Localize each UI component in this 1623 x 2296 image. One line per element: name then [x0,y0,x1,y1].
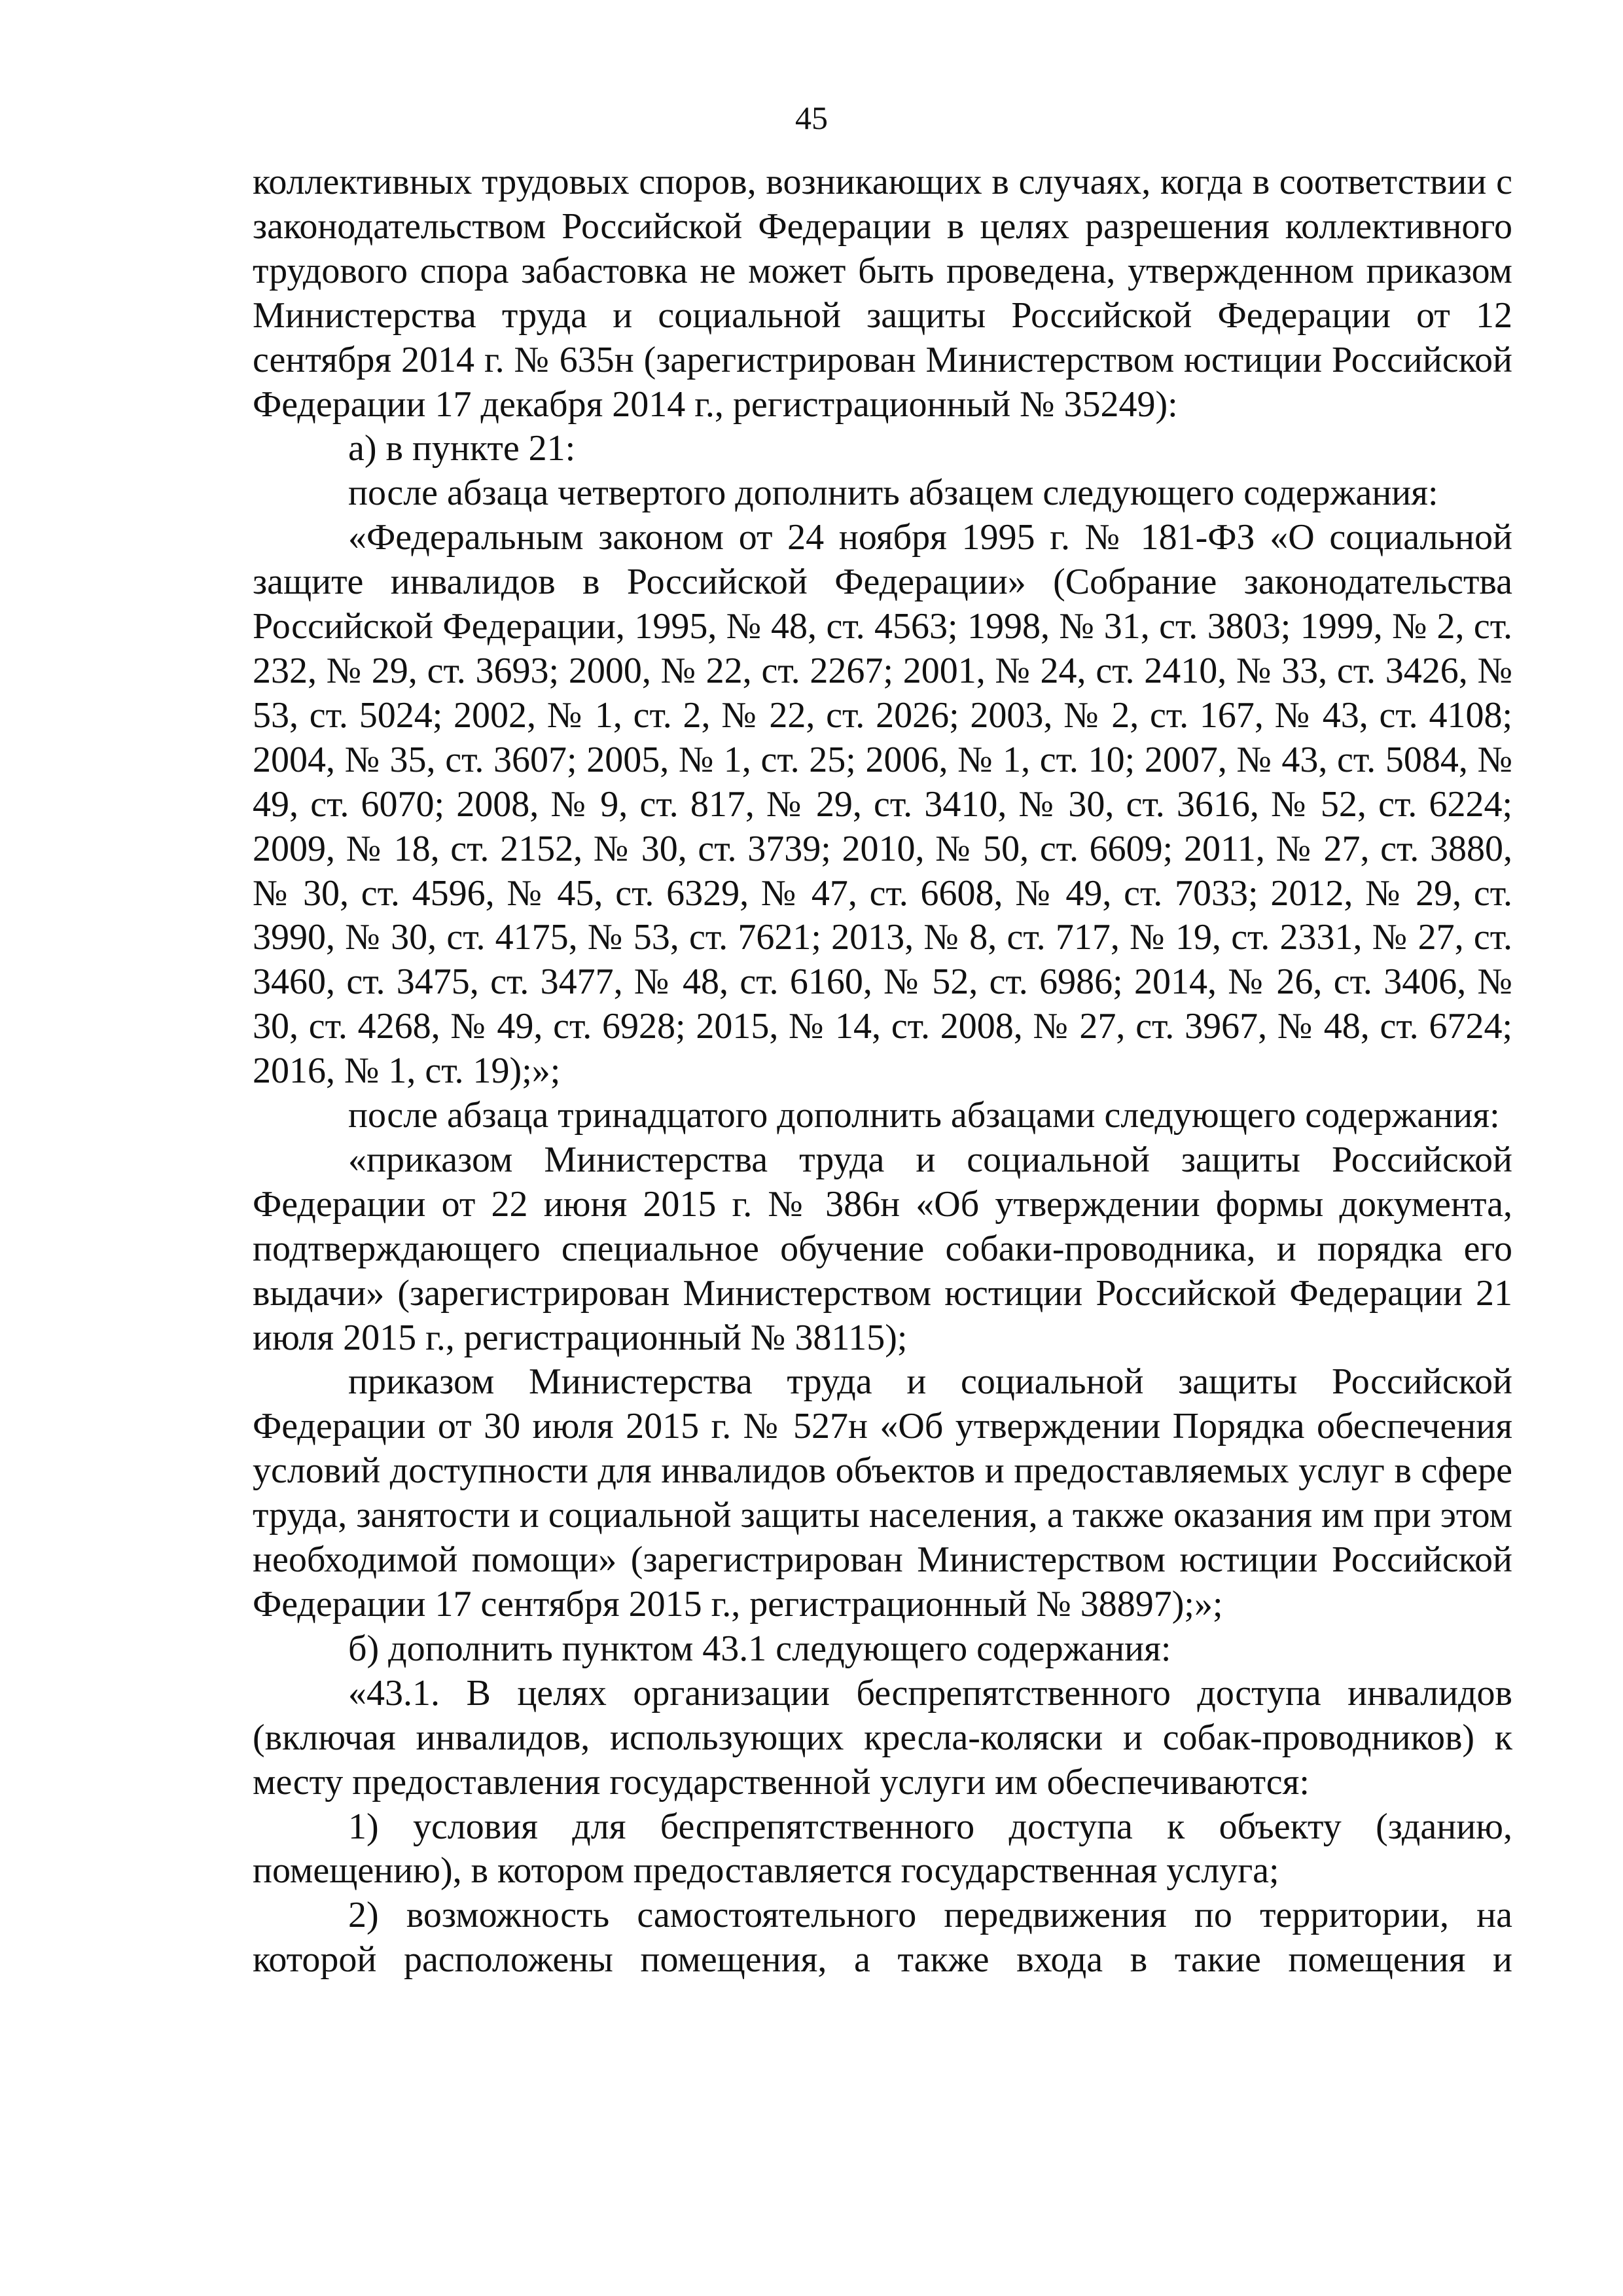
document-body [253,160,1512,1982]
paragraph-order-527n: приказом Министерства труда и социальной защиты Российской Федерации от 30 июля 2015 г. № 527н «Об утверждении Порядка обеспечения условий доступности для инвалидов объектов и предоставляемых услуг в сфере труда, занятости и социальной защиты населения, а также оказания им при этом необходимой помощи» (зарегистрирован Министерством юстиции Российской Федерации 17 сентября 2015 г., регистрационный № 38897);»; [253,1361,1512,1624]
paragraph-instruction: после абзаца четвертого дополнить абзацем следующего содержания: [348,473,1438,514]
paragraph-continuation: коллективных трудовых споров, возникающих в случаях, когда в соответствии с законодательством Российской Федерации в целях разрешения коллективного трудового спора забастовка не может быть проведена, утвержденном приказом Министерства труда и социальной защиты Российской Федерации от 12 сентября 2014 г. № 635н (зарегистрирован Министерством юстиции Российской Федерации 17 декабря 2014 г., регистрационный № 35249): [253,162,1512,425]
paragraph-order-386n: «приказом Министерства труда и социальной защиты Российской Федерации от 22 июня 2015 г. № 386н «Об утверждении формы документа, подтверждающего специальное обучение собаки-проводника, и порядка его выдачи» (зарегистрирован Министерством юстиции Российской Федерации 21 июля 2015 г., регистрационный № 38115); [253,1139,1512,1358]
page-number: 45 [795,99,828,136]
paragraph-subitem-a: а) в пункте 21: [348,428,576,469]
paragraph-clause-43-1: «43.1. В целях организации беспрепятственного доступа инвалидов (включая инвалидов, использующих кресла-коляски и собак-проводников) к месту предоставления государственной услуги им обеспечиваются: [253,1672,1512,1803]
paragraph-instruction: после абзаца тринадцатого дополнить абзацами следующего содержания: [348,1095,1500,1136]
paragraph-subitem-b: б) дополнить пунктом 43.1 следующего содержания: [348,1628,1171,1669]
paragraph-list-item-2: 2) возможность самостоятельного передвижения по территории, на которой расположены помещения, а также входа в такие помещения и [253,1895,1512,1981]
paragraph-list-item-1: 1) условия для беспрепятственного доступа к объекту (зданию, помещению), в котором предоставляется государственная услуга; [253,1806,1512,1892]
paragraph-federal-law-citation: «Федеральным законом от 24 ноября 1995 г. № 181-ФЗ «О социальной защите инвалидов в Российской Федерации» (Собрание законодательства Российской Федерации, 1995, № 48, ст. 4563; 1998, № 31, ст. 3803; 1999, № 2, ст. 232, № 29, ст. 3693; 2000, № 22, ст. 2267; 2001, № 24, ст. 2410, № 33, ст. 3426, № 53, ст. 5024; 2002, № 1, ст. 2, № 22, ст. 2026; 2003, № 2, ст. 167, № 43, ст. 4108; 2004, № 35, ст. 3607; 2005, № 1, ст. 25; 2006, № 1, ст. 10; 2007, № 43, ст. 5084, № 49, ст. 6070; 2008, № 9, ст. 817, № 29, ст. 3410, № 30, ст. 3616, № 52, ст. 6224; 2009, № 18, ст. 2152, № 30, ст. 3739; 2010, № 50, ст. 6609; 2011, № 27, ст. 3880, № 30, ст. 4596, № 45, ст. 6329, № 47, ст. 6608, № 49, ст. 7033; 2012, № 29, ст. 3990, № 30, ст. 4175, № 53, ст. 7621; 2013, № 8, ст. 717, № 19, ст. 2331, № 27, ст. 3460, ст. 3475, ст. 3477, № 48, ст. 6160, № 52, ст. 6986; 2014, № 26, ст. 3406, № 30, ст. 4268, № 49, ст. 6928; 2015, № 14, ст. 2008, № 27, ст. 3967, № 48, ст. 6724; 2016, № 1, ст. 19);»; [253,517,1512,1092]
